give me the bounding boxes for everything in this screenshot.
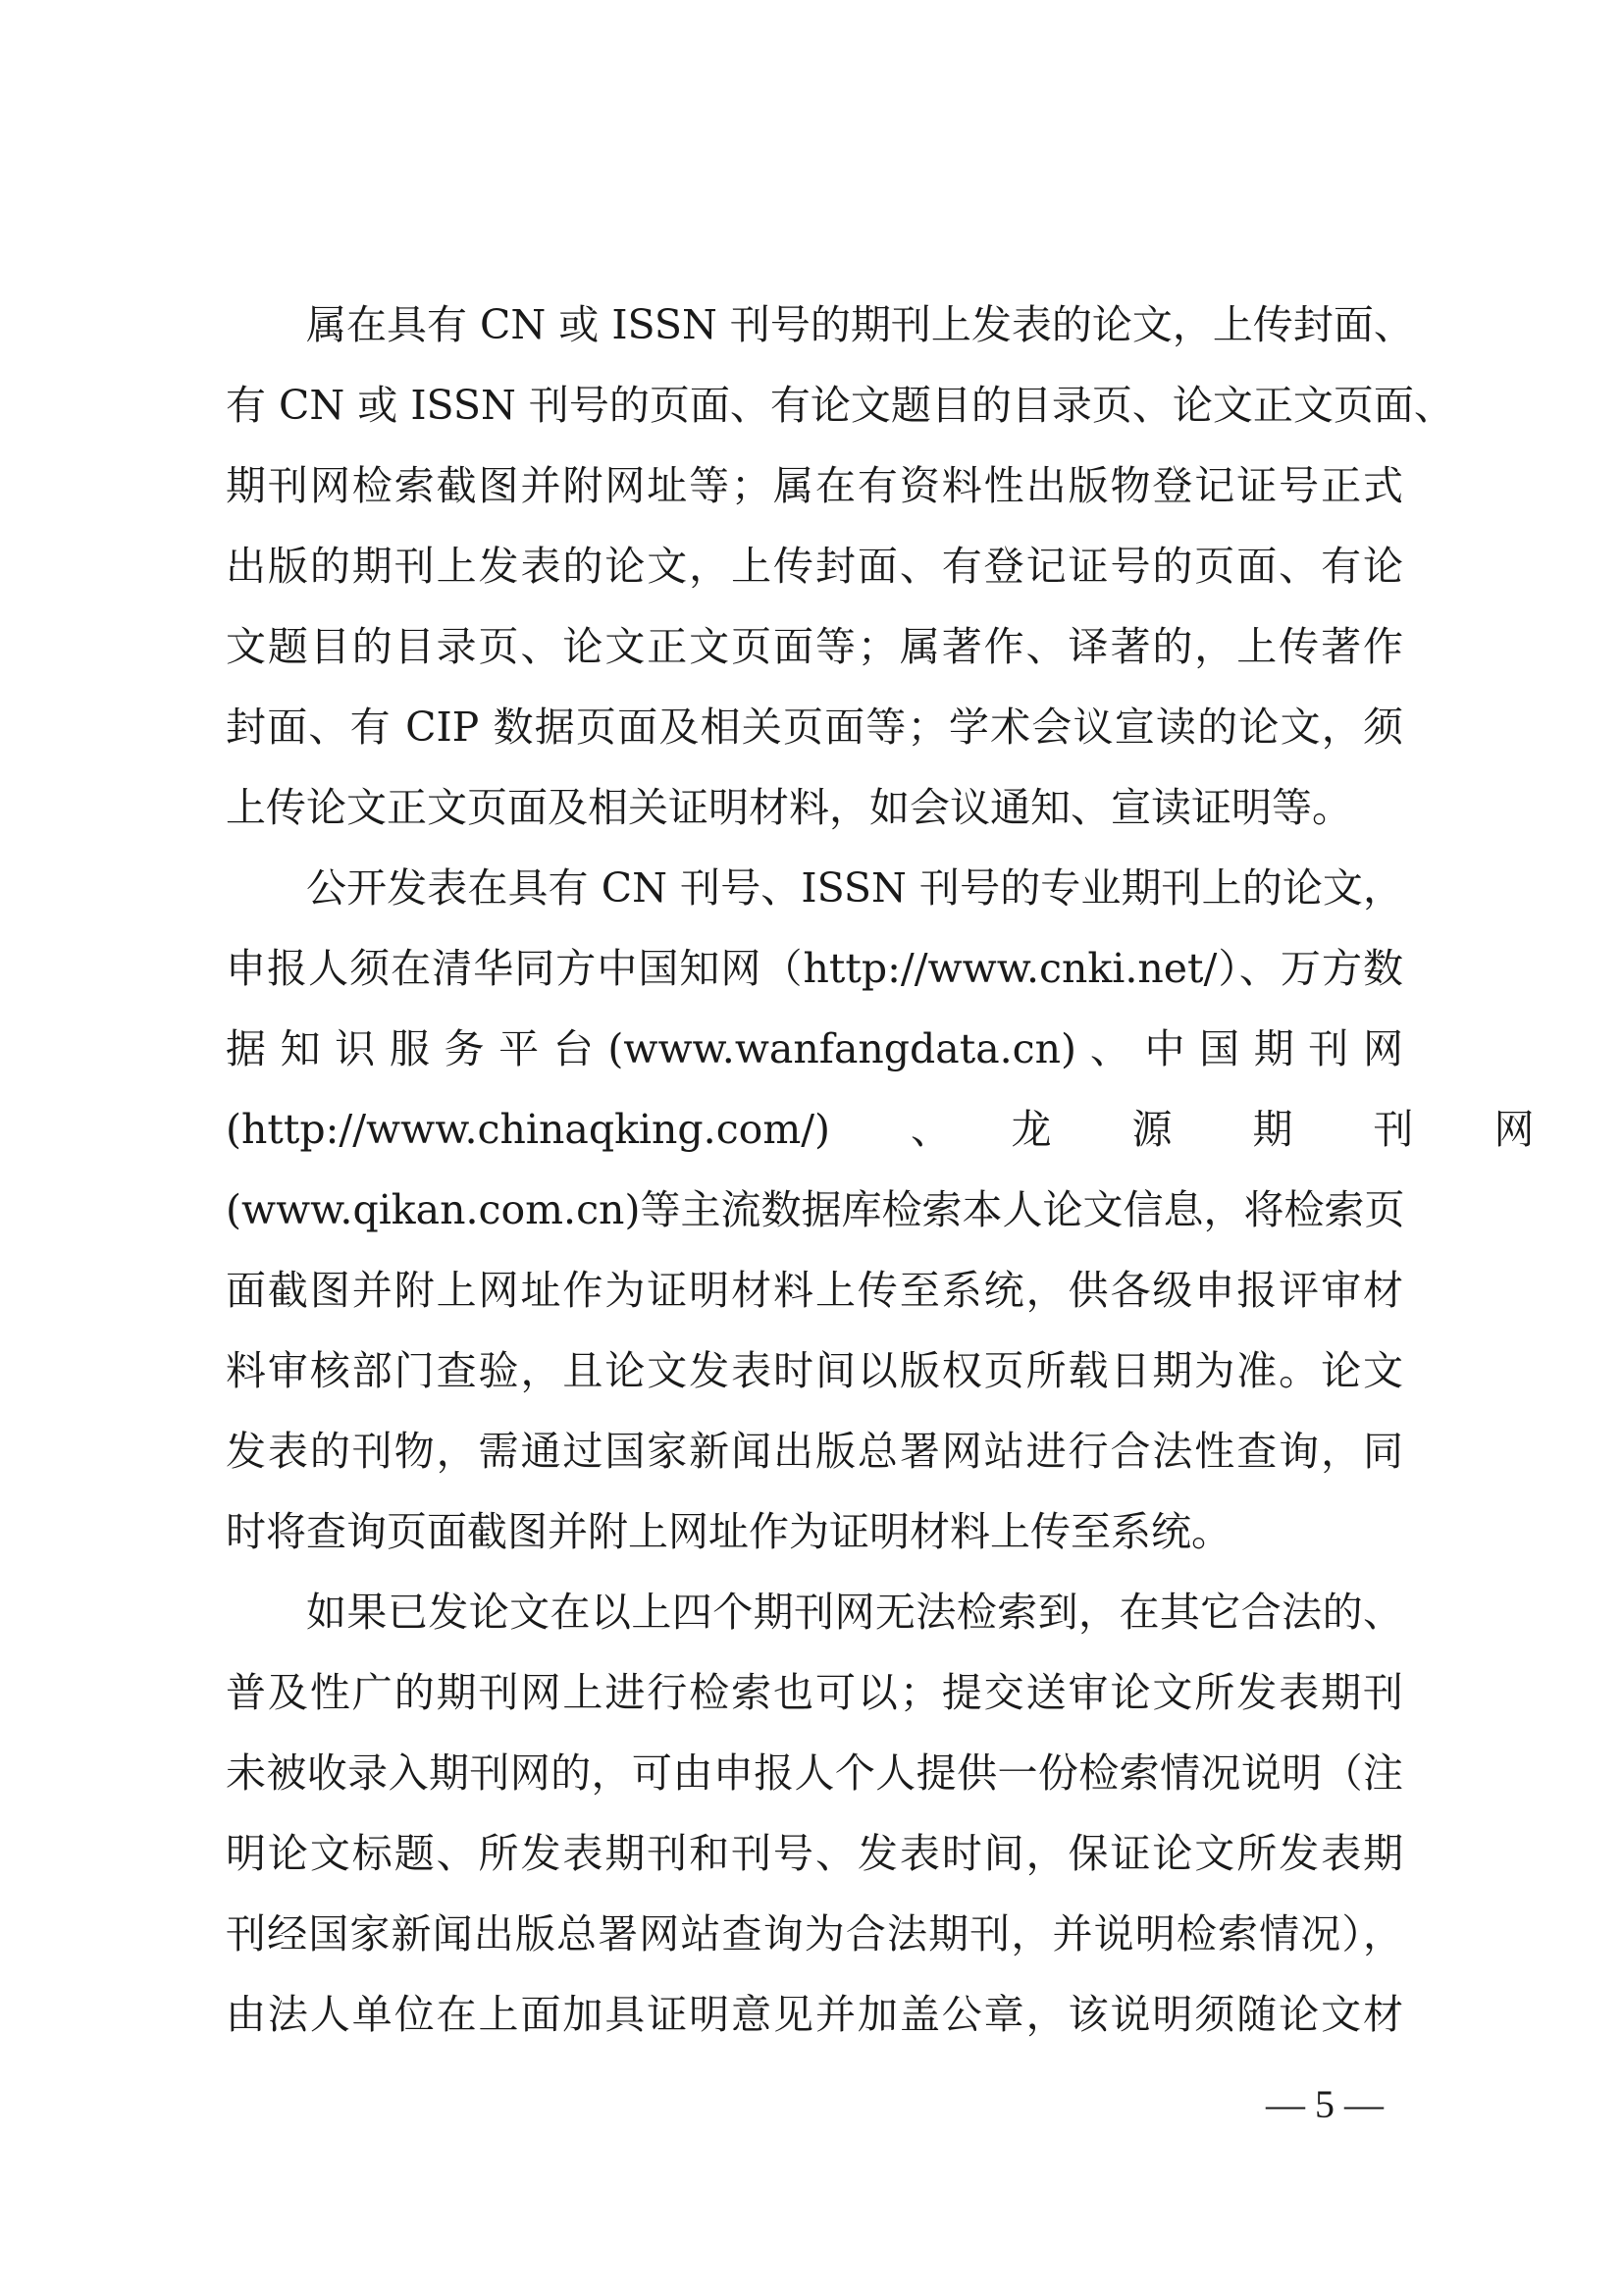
page-number: — 5 — — [1266, 2082, 1384, 2126]
text-line: 普及性广的期刊网上进行检索也可以；提交送审论文所发表期刊 — [226, 1669, 1403, 1716]
text-line: 如果已发论文在以上四个期刊网无法检索到，在其它合法的、 — [306, 1589, 1403, 1636]
text-line: 有 CN 或 ISSN 刊号的页面、有论文题目的目录页、论文正文页面、 — [226, 382, 1454, 429]
text-line: 明论文标题、所发表期刊和刊号、发表时间，保证论文所发表期 — [226, 1830, 1403, 1877]
text-line: 面截图并附上网址作为证明材料上传至系统，供各级申报评审材 — [226, 1267, 1403, 1314]
text-line: (http://www.chinaqking.com/) 、 龙 源 期 刊 网 — [226, 1106, 1535, 1153]
text-line: 刊经国家新闻出版总署网站查询为合法期刊，并说明检索情况）， — [226, 1910, 1403, 1957]
document-body — [226, 285, 1535, 2055]
text-line: 封面、有 CIP 数据页面及相关页面等；学术会议宣读的论文，须 — [226, 704, 1403, 751]
text-line: 上传论文正文页面及相关证明材料，如会议通知、宣读证明等。 — [226, 784, 1352, 831]
text-line: 公开发表在具有 CN 刊号、ISSN 刊号的专业期刊上的论文， — [306, 864, 1403, 912]
text-line: 据 知 识 服 务 平 台 (www.wanfangdata.cn) 、 中 国 期 刊 网 — [226, 1025, 1403, 1072]
text-line: 料审核部门查验，且论文发表时间以版权页所载日期为准。论文 — [226, 1347, 1403, 1394]
text-line: 出版的期刊上发表的论文，上传封面、有登记证号的页面、有论 — [226, 543, 1403, 590]
text-line: (www.qikan.com.cn)等主流数据库检索本人论文信息，将检索页 — [226, 1186, 1405, 1233]
text-line: 未被收录入期刊网的，可由申报人个人提供一份检索情况说明（注 — [226, 1749, 1403, 1797]
paragraph-2 — [226, 848, 1535, 1572]
text-line: 时将查询页面截图并附上网址作为证明材料上传至系统。 — [226, 1508, 1231, 1555]
text-line: 文题目的目录页、论文正文页面等；属著作、译著的，上传著作 — [226, 623, 1403, 670]
text-line: 期刊网检索截图并附网址等；属在有资料性出版物登记证号正式 — [226, 462, 1403, 509]
paragraph-3 — [226, 1572, 1403, 2055]
text-line: 由法人单位在上面加具证明意见并加盖公章，该说明须随论文材 — [226, 1991, 1403, 2038]
text-line: 申报人须在清华同方中国知网（http://www.cnki.net/）、万方数 — [226, 945, 1403, 992]
paragraph-1 — [226, 285, 1454, 848]
text-line: 属在具有 CN 或 ISSN 刊号的期刊上发表的论文，上传封面、 — [306, 301, 1414, 348]
text-line: 发表的刊物，需通过国家新闻出版总署网站进行合法性查询，同 — [226, 1428, 1403, 1475]
